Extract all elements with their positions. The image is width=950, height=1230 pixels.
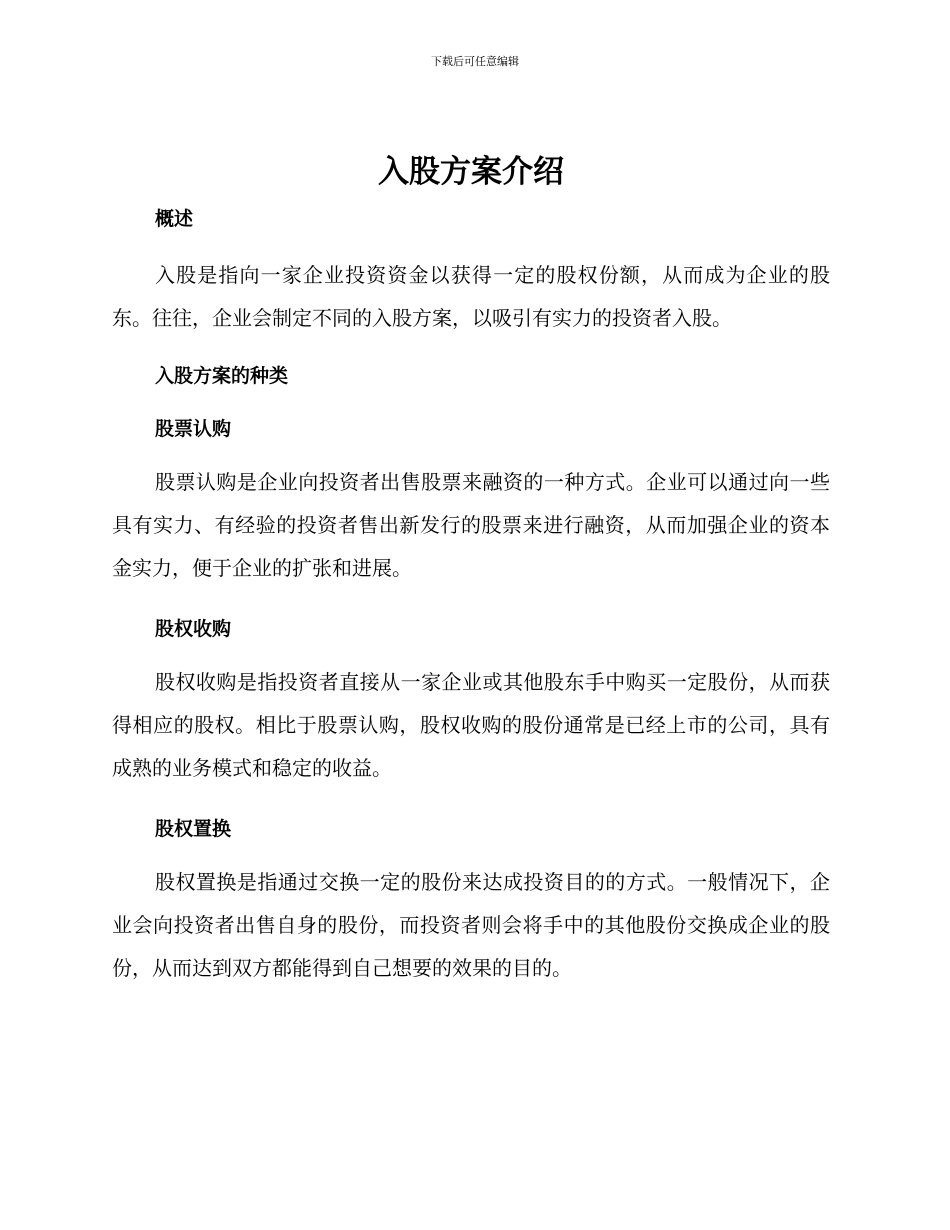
section-paragraph-equity-swap: 股权置换是指通过交换一定的股份来达成投资目的的方式。一般情况下，企业会向投资者出售自身的股份，而投资者则会将手中的其他股份交换成企业的股份，从而达到双方都能得到自己想要的效果的目的。	[112, 870, 830, 980]
header-note: 下载后可任意编辑	[431, 55, 519, 68]
section-paragraph-equity-acquisition: 股权收购是指投资者直接从一家企业或其他股东手中购买一定股份，从而获得相应的股权。相比于股票认购，股权收购的股份通常是已经上市的公司，具有成熟的业务模式和稳定的收益。	[112, 670, 830, 780]
section-heading-equity-swap: 股权置换	[155, 818, 232, 840]
overview-paragraph: 入股是指向一家企业投资资金以获得一定的股权份额，从而成为企业的股东。往往，企业会制定不同的入股方案，以吸引有实力的投资者入股。	[112, 263, 830, 330]
types-heading: 入股方案的种类	[155, 365, 289, 387]
section-heading-equity-acquisition: 股权收购	[155, 618, 232, 640]
section-heading-stock-subscription: 股票认购	[155, 418, 232, 440]
section-paragraph-stock-subscription: 股票认购是企业向投资者出售股票来融资的一种方式。企业可以通过向一些具有实力、有经验的投资者售出新发行的股票来进行融资，从而加强企业的资本金实力，便于企业的扩张和进展。	[112, 470, 830, 580]
overview-heading: 概述	[155, 208, 194, 230]
document-title: 入股方案介绍	[378, 154, 564, 190]
document-body	[112, 150, 830, 990]
